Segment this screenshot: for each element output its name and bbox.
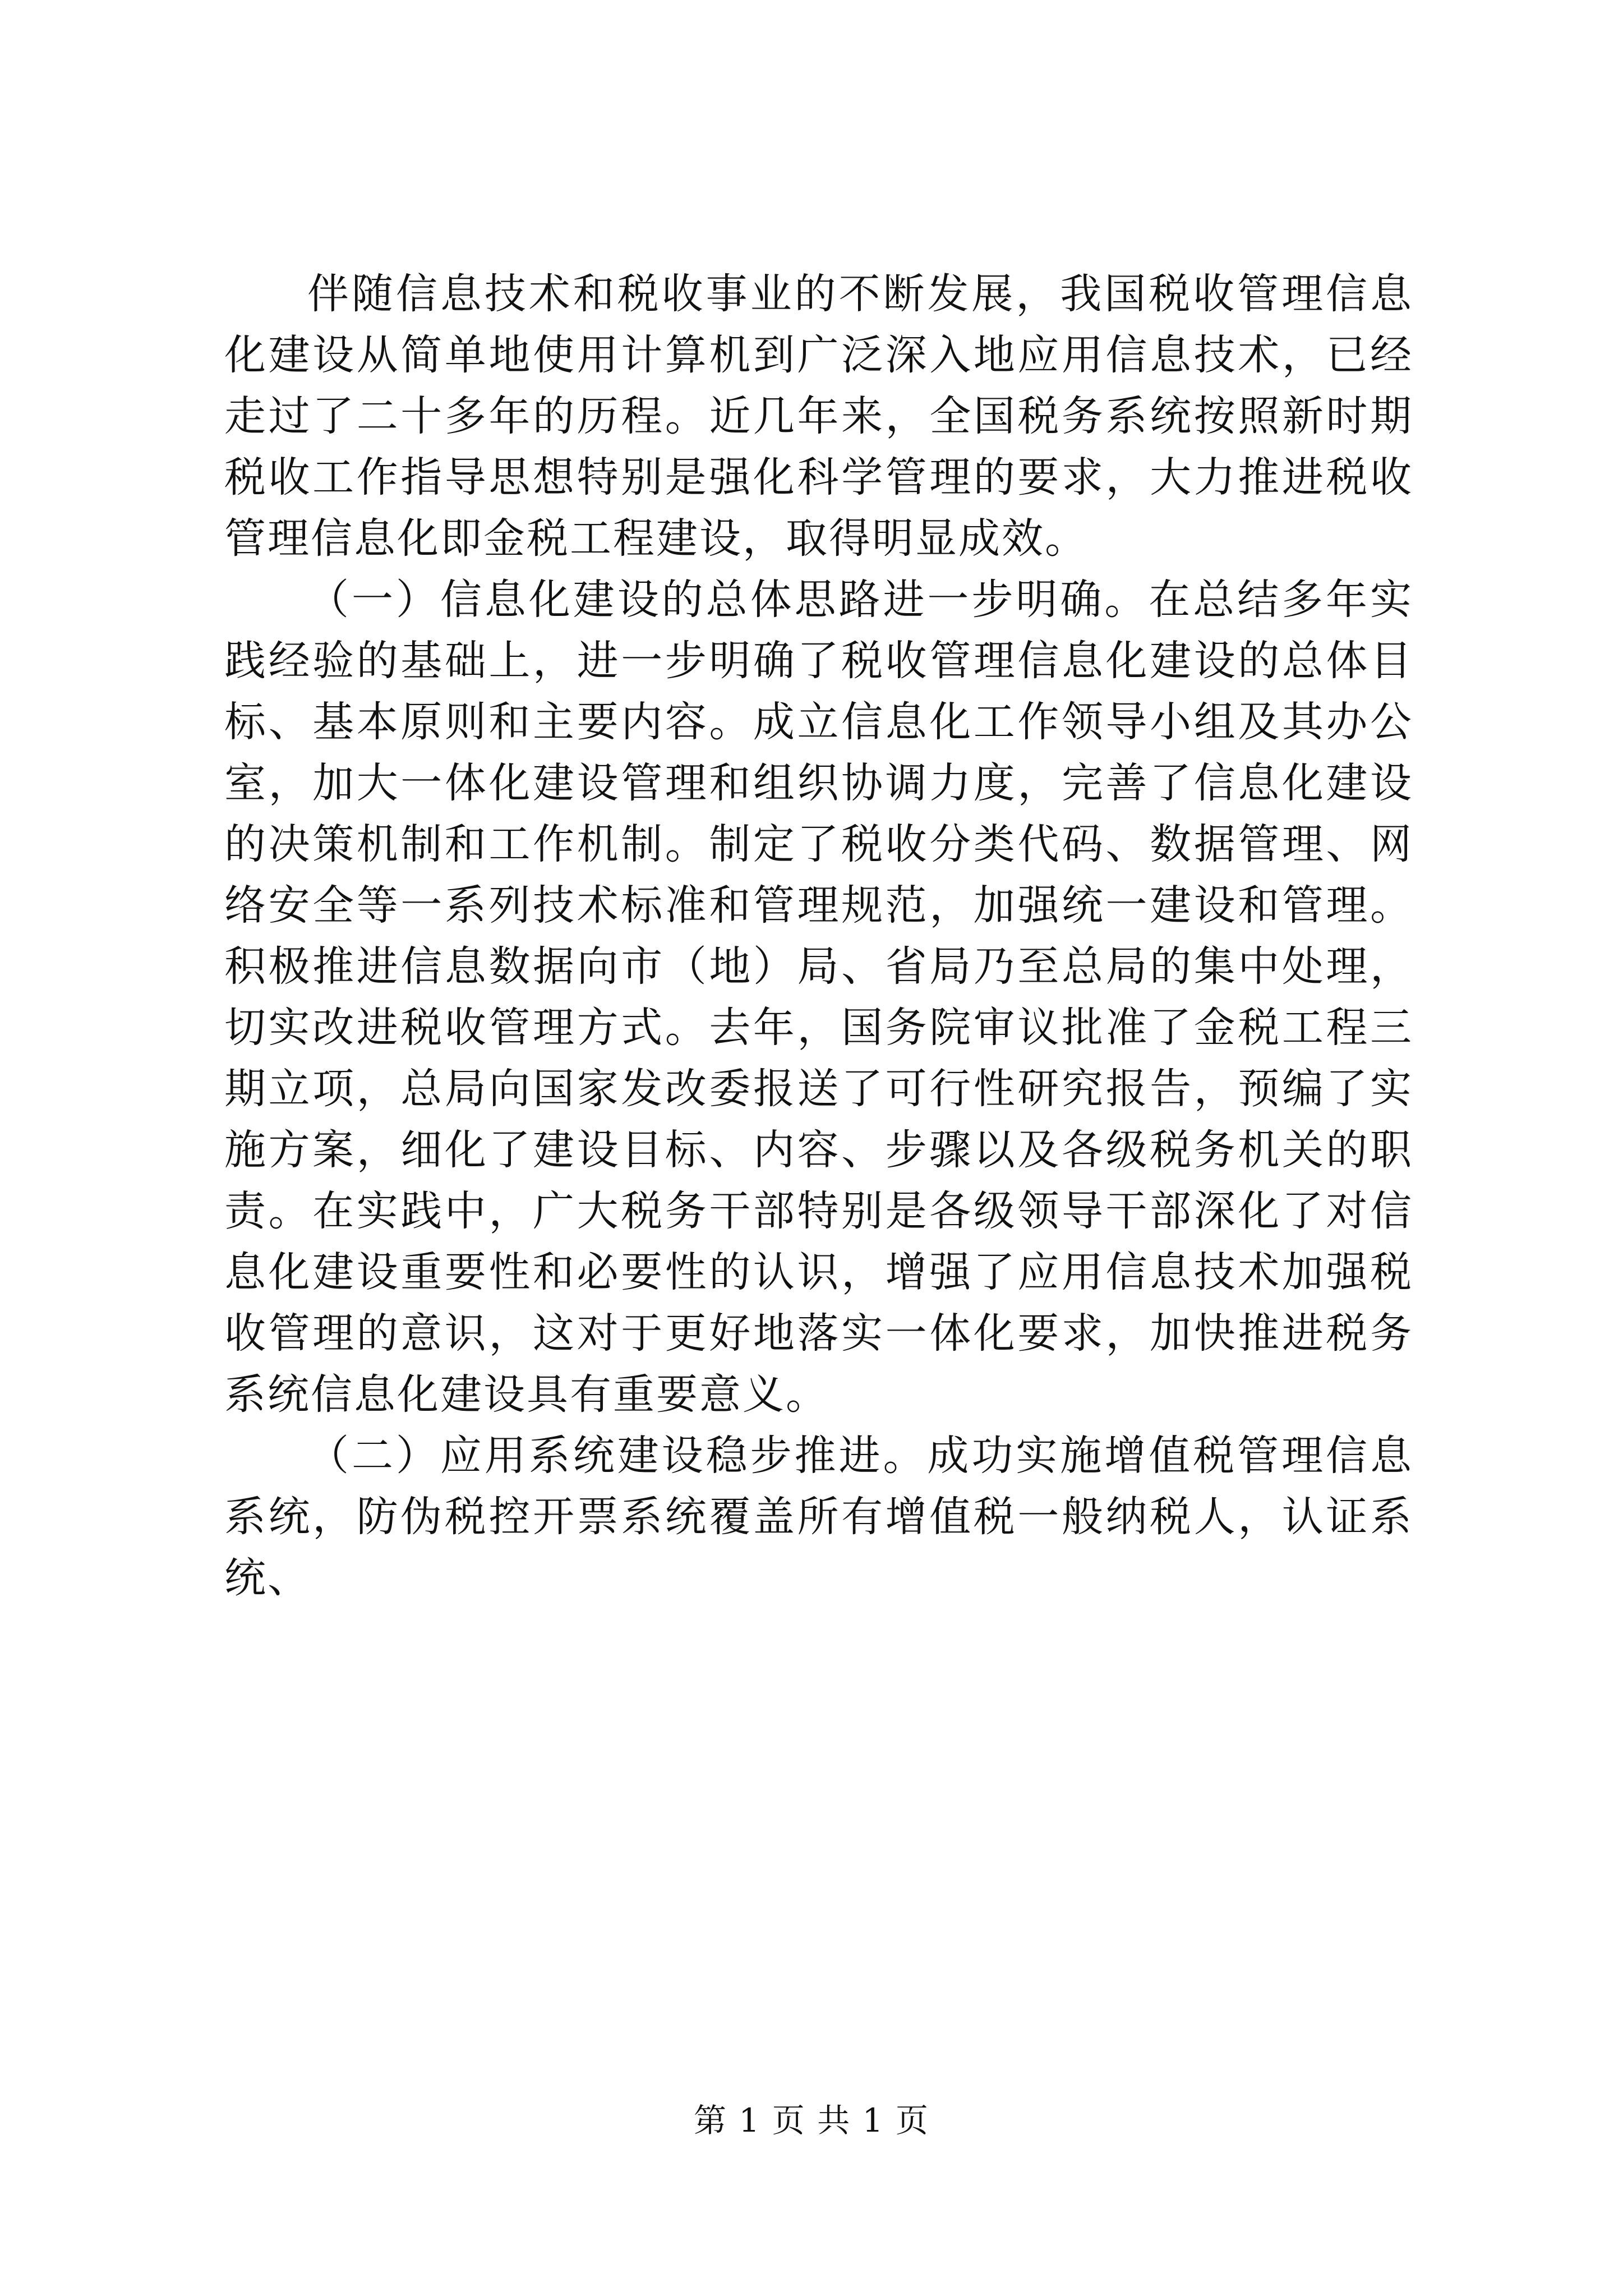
paragraph-section-1: （一）信息化建设的总体思路进一步明确。在总结多年实践经验的基础上，进一步明确了税收管理信息化建设的总体目标、基本原则和主要内容。成立信息化工作领导小组及其办公室，加大一体化建设管理和组织协调力度，完善了信息化建设的决策机制和工作机制。制定了税收分类代码、数据管理、网络安全等一系列技术标准和管理规范，加强统一建设和管理。积极推进信息数据向市（地）局、省局乃至总局的集中处理，切实改进税收管理方式。去年，国务院审议批准了金税工程三期立项，总局向国家发改委报送了可行性研究报告，预编了实施方案，细化了建设目标、内容、步骤以及各级税务机关的职责。在实践中，广大税务干部特别是各级领导干部深化了对信息化建设重要性和必要性的认识，增强了应用信息技术加强税收管理的意识，这对于更好地落实一体化要求，加快推进税务系统信息化建设具有重要意义。 <box>224 576 1413 1419</box>
paragraph-section-2: （二）应用系统建设稳步推进。成功实施增值税管理信息系统，防伪税控开票系统覆盖所有增值税一般纳税人，认证系统、 <box>224 1432 1413 1602</box>
page-footer: 第 1 页 共 1 页 <box>694 2101 929 2139</box>
document-body <box>224 264 1413 1609</box>
paragraph-intro: 伴随信息技术和税收事业的不断发展，我国税收管理信息化建设从简单地使用计算机到广泛深入地应用信息技术，已经走过了二十多年的历程。近几年来，全国税务系统按照新时期税收工作指导思想特别是强化科学管理的要求，大力推进税收管理信息化即金税工程建设，取得明显成效。 <box>224 270 1413 563</box>
